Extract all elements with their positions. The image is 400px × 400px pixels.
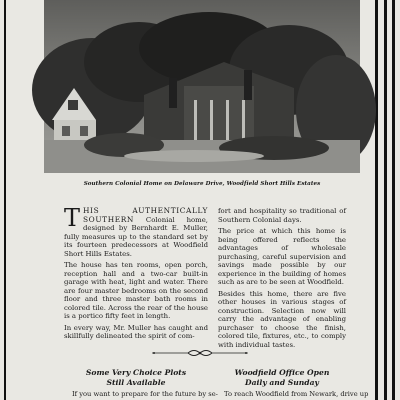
article-paragraph: In every way, Mr. Muller has caught and skillfully delineated the spirit of com- — [64, 323, 208, 340]
right-border-rule — [392, 0, 395, 400]
article-paragraph: The house has ten rooms, open porch, reception hall and a two-car built-in garage with heat, light and water. There are four master bedrooms on the second floor and three master bath rooms in colored tile. Across the rear of the house is a portico fifty feet in length. — [64, 261, 208, 320]
section-heading-plots — [66, 368, 206, 388]
right-border-rule — [384, 0, 387, 400]
left-border-rule — [4, 0, 6, 400]
drop-cap: T — [64, 204, 81, 232]
article-paragraph: Besides this home, there are five other houses in various stages of construction. Selection now will carry the advantage of enabling purchaser to choose the finish, colored tile, fixtures, etc., to comply with individual tastes. — [218, 289, 346, 349]
article-paragraph: The price at which this home is being offered reflects the advantages of wholesale purchasing, careful supervision and savings made possible by our experience in the building of homes such as are to be seen at Woodfield. — [218, 227, 346, 286]
article-left-column — [64, 204, 208, 344]
article-intro — [64, 204, 208, 258]
heading-line: Still Available — [106, 378, 166, 387]
photo-caption: Southern Colonial Home on Delaware Drive, Woodfield Short Hills Estates — [83, 181, 321, 187]
ornamental-divider — [150, 343, 250, 353]
article-right-column — [218, 207, 346, 352]
heading-line: Some Very Choice Plots — [85, 368, 187, 377]
lead-caps: HIS AUTHENTICALLY SOUTHERN — [83, 206, 208, 224]
heading-line: Daily and Sunday — [245, 378, 319, 387]
office-body-text: To reach Woodfield from Newark, drive up — [224, 390, 369, 398]
right-border-rule — [375, 0, 378, 400]
section-heading-office — [214, 368, 350, 388]
plots-body-text: If you want to prepare for the future by se- — [72, 390, 218, 398]
article-paragraph: Colonial home, designed by Bernhardt E. Muller, fully measures up to the standard set by its fourteen predecessors at Woodfield Short Hills Estates. — [64, 215, 208, 258]
house-photo — [44, 0, 360, 173]
heading-line: Woodfield Office Open — [234, 368, 330, 377]
article-paragraph: fort and hospitality so traditional of Southern Colonial days. — [218, 207, 346, 224]
